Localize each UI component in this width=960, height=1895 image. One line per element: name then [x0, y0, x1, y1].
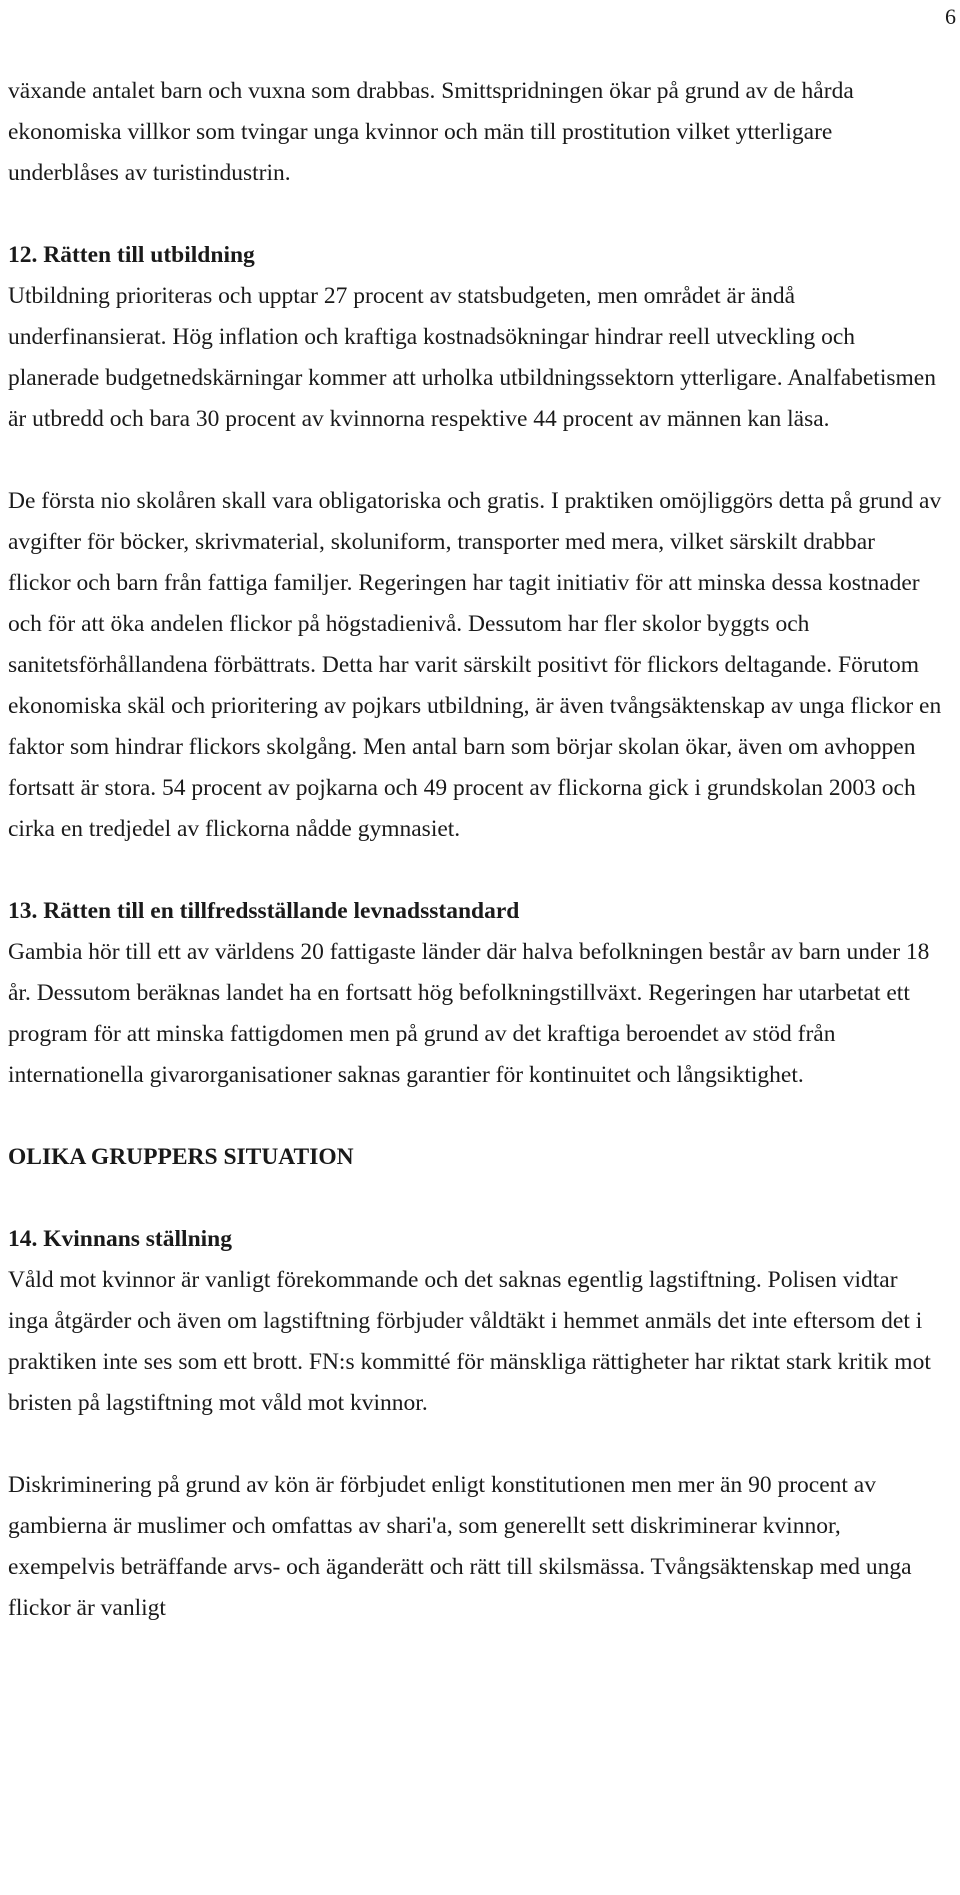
- page-number: 6: [945, 4, 956, 29]
- page-body: [8, 71, 943, 1629]
- intro-paragraph: växande antalet barn och vuxna som drabbas. Smittspridningen ökar på grund av de hårda ekonomiska villkor som tvingar unga kvinnor och män till prostitution vilket ytterligare underblåses av turistindustrin.: [8, 78, 854, 186]
- section-13-paragraph: Gambia hör till ett av världens 20 fattigaste länder där halva befolkningen består av barn under 18 år. Dessutom beräknas landet ha en fortsatt hög befolkningstillväxt. Regeringen har utarbetat ett program för att minska fattigdomen men på grund av det kraftiga beroendet av stöd från internationella givarorganisationer saknas garantier för kontinuitet och långsiktighet.: [8, 939, 930, 1088]
- section-12-paragraph-1: Utbildning prioriteras och upptar 27 procent av statsbudgeten, men området är ändå underfinansierat. Hög inflation och kraftiga kostnadsökningar hindrar reell utveckling och planerade budgetnedskärningar kommer att urholka utbildningssektorn ytterligare. Analfabetismen är utbredd och bara 30 procent av kvinnorna respektive 44 procent av männen kan läsa.: [8, 283, 936, 432]
- groups-section-heading: OLIKA GRUPPERS SITUATION: [8, 1144, 354, 1170]
- section-12-paragraph-2: De första nio skolåren skall vara obligatoriska och gratis. I praktiken omöjliggörs detta på grund av avgifter för böcker, skrivmaterial, skoluniform, transporter med mera, vilket särskilt drabbar flickor och barn från fattiga familjer. Regeringen har tagit initiativ för att minska dessa kostnader och för att öka andelen flickor på högstadienivå. Dessutom har fler skolor byggts och sanitetsförhållandena förbättrats. Detta har varit särskilt positivt för flickors deltagande. Förutom ekonomiska skäl och prioritering av pojkars utbildning, är även tvångsäktenskap av unga flickor en faktor som hindrar flickors skolgång. Men antal barn som börjar skolan ökar, även om avhoppen fortsatt är stora. 54 procent av pojkarna och 49 procent av flickorna gick i grundskolan 2003 och cirka en tredjedel av flickorna nådde gymnasiet.: [8, 488, 942, 842]
- section-14-heading: 14. Kvinnans ställning: [8, 1226, 232, 1252]
- section-14-paragraph-2: Diskriminering på grund av kön är förbjudet enligt konstitutionen men mer än 90 procent av gambierna är muslimer och omfattas av shari'a, som generellt sett diskriminerar kvinnor, exempelvis beträffande arvs- och äganderätt och rätt till skilsmässa. Tvångsäktenskap med unga flickor är vanligt: [8, 1472, 912, 1621]
- section-12-heading: 12. Rätten till utbildning: [8, 242, 255, 268]
- section-14-paragraph-1: Våld mot kvinnor är vanligt förekommande och det saknas egentlig lagstiftning. Polisen vidtar inga åtgärder och även om lagstiftning förbjuder våldtäkt i hemmet anmäls det inte eftersom det i praktiken inte ses som ett brott. FN:s kommitté för mänskliga rättigheter har riktat stark kritik mot bristen på lagstiftning mot våld mot kvinnor.: [8, 1267, 931, 1416]
- section-13-heading: 13. Rätten till en tillfredsställande levnadsstandard: [8, 898, 520, 924]
